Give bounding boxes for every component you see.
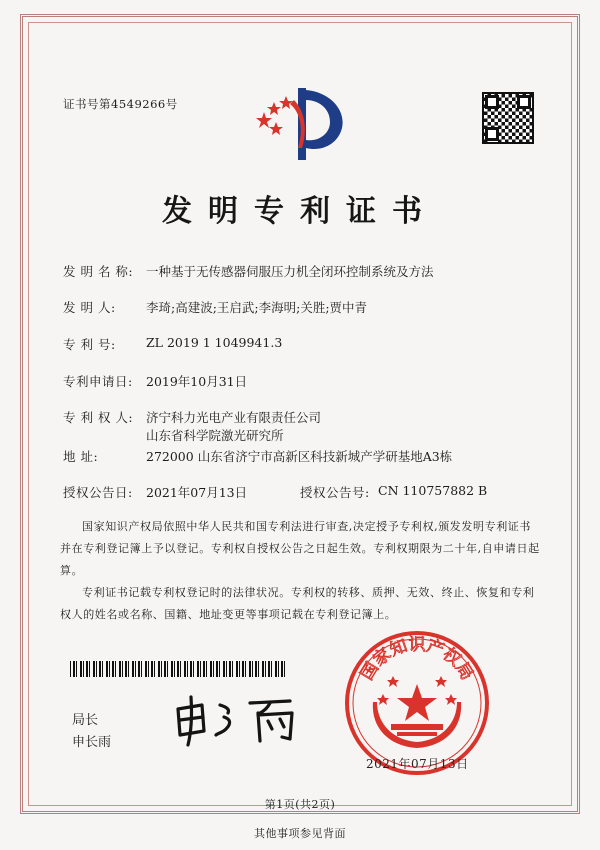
cnipa-logo-icon (250, 82, 354, 164)
field-value-application-date: 2019年10月31日 (146, 374, 248, 389)
field-value-announcement-number: CN 110757882 B (378, 483, 488, 498)
certificate-number: 证书号第4549266号 (63, 97, 178, 111)
field-label-application-date: 专利申请日: (63, 374, 133, 389)
barcode (70, 661, 286, 677)
field-value-invention-name: 一种基于无传感器伺服压力机全闭环控制系统及方法 (146, 264, 434, 279)
footer-note: 其他事项参见背面 (254, 827, 346, 840)
field-label-announcement-number: 授权公告号: (300, 485, 370, 500)
director-signature (172, 693, 302, 747)
grant-statement-paragraph: 国家知识产权局依照中华人民共和国专利法进行审查,决定授予专利权,颁发发明专利证书并在专利登记簿上予以登记。专利权自授权公告之日起生效。专利权期限为二十年,自申请日起算。 (60, 520, 540, 577)
field-value-inventors: 李琦;高建波;王启武;李海明;关胜;贾中青 (146, 300, 368, 315)
qr-code-icon (482, 92, 534, 144)
signatory-title: 局长 (72, 713, 99, 728)
field-label-patent-number: 专 利 号: (63, 337, 116, 352)
field-label-grant-date: 授权公告日: (63, 485, 133, 500)
field-label-inventors: 发 明 人: (63, 300, 116, 315)
field-value-patent-number: ZL 2019 1 1049941.3 (146, 335, 283, 350)
field-label-patentee: 专 利 权 人: (63, 410, 134, 425)
svg-text:国家知识产权局: 国家知识产权局 (357, 635, 477, 684)
field-value-patentee-1: 济宁科力光电产业有限责任公司 (146, 410, 322, 425)
signatory-name: 申长雨 (72, 735, 112, 750)
field-label-invention-name: 发 明 名 称: (63, 264, 134, 279)
page-indicator: 第1页(共2页) (264, 798, 336, 811)
field-value-patentee-2: 山东省科学院激光研究所 (146, 428, 284, 443)
seal-date: 2021年07月13日 (366, 757, 469, 771)
legal-status-paragraph: 专利证书记载专利权登记时的法律状况。专利权的转移、质押、无效、终止、恢复和专利权人的姓名或名称、国籍、地址变更等事项记载在专利登记簿上。 (60, 586, 535, 621)
field-value-address: 272000 山东省济宁市高新区科技新城产学研基地A3栋 (146, 449, 453, 464)
certificate-title: 发明专利证书 (162, 194, 438, 229)
field-label-address: 地 址: (63, 449, 99, 464)
field-value-grant-date: 2021年07月13日 (146, 485, 248, 500)
